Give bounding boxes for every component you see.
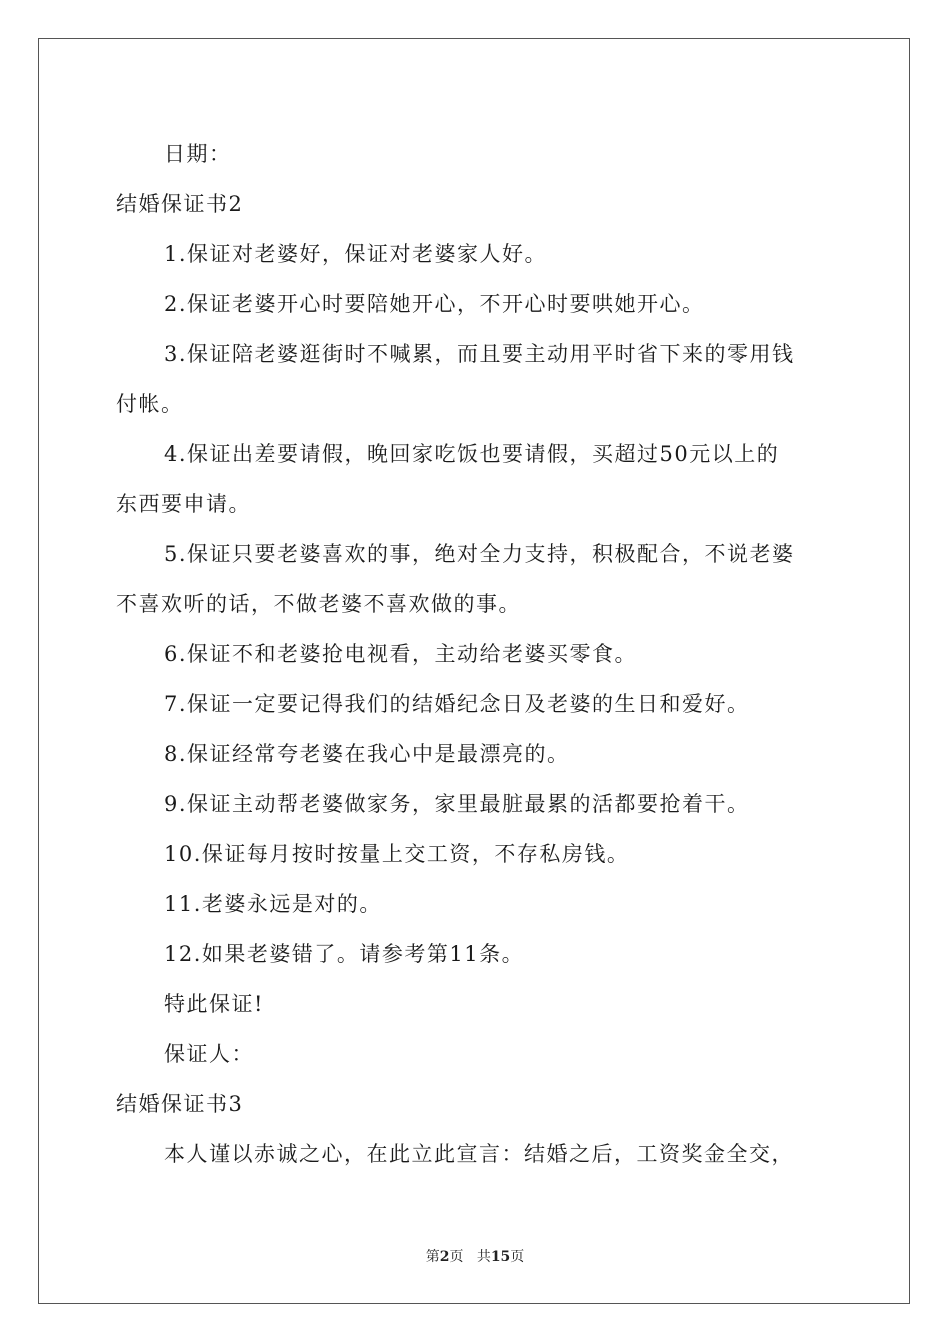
list-item: 12.如果老婆错了。请参考第11条。 xyxy=(164,942,525,966)
list-item-continuation: 东西要申请。 xyxy=(116,492,251,516)
list-item: 10.保证每月按时按量上交工资，不存私房钱。 xyxy=(164,842,630,866)
date-line: 日期： xyxy=(164,142,232,166)
list-item: 2.保证老婆开心时要陪她开心，不开心时要哄她开心。 xyxy=(164,292,705,316)
current-page-number: 2 xyxy=(439,1249,450,1265)
list-item: 8.保证经常夸老婆在我心中是最漂亮的。 xyxy=(164,742,570,766)
list-item: 4.保证出差要请假，晚回家吃饭也要请假，买超过50元以上的 xyxy=(164,442,780,466)
list-item: 1.保证对老婆好，保证对老婆家人好。 xyxy=(164,242,548,266)
section-heading: 结婚保证书2 xyxy=(116,192,244,216)
list-item: 6.保证不和老婆抢电视看，主动给老婆买零食。 xyxy=(164,642,638,666)
document-body xyxy=(116,129,838,1179)
total-unit: 页 xyxy=(510,1249,525,1265)
page-unit: 页 xyxy=(449,1249,464,1265)
list-item-continuation: 付帐。 xyxy=(116,392,184,416)
signatory-line: 保证人： xyxy=(164,1042,254,1066)
list-item: 5.保证只要老婆喜欢的事，绝对全力支持，积极配合，不说老婆 xyxy=(164,542,795,566)
closing-statement: 特此保证! xyxy=(164,992,264,1016)
paragraph: 本人谨以赤诚之心，在此立此宣言：结婚之后，工资奖金全交， xyxy=(164,1142,794,1166)
list-item: 3.保证陪老婆逛街时不喊累，而且要主动用平时省下来的零用钱 xyxy=(164,342,795,366)
list-item: 7.保证一定要记得我们的结婚纪念日及老婆的生日和爱好。 xyxy=(164,692,750,716)
page-footer xyxy=(0,1248,950,1266)
total-page-count: 15 xyxy=(490,1249,511,1265)
list-item: 11.老婆永远是对的。 xyxy=(164,892,382,916)
page-prefix: 第 xyxy=(425,1249,440,1265)
total-prefix: 共 xyxy=(476,1249,491,1265)
list-item-continuation: 不喜欢听的话，不做老婆不喜欢做的事。 xyxy=(116,592,521,616)
list-item: 9.保证主动帮老婆做家务，家里最脏最累的活都要抢着干。 xyxy=(164,792,750,816)
section-heading: 结婚保证书3 xyxy=(116,1092,244,1116)
